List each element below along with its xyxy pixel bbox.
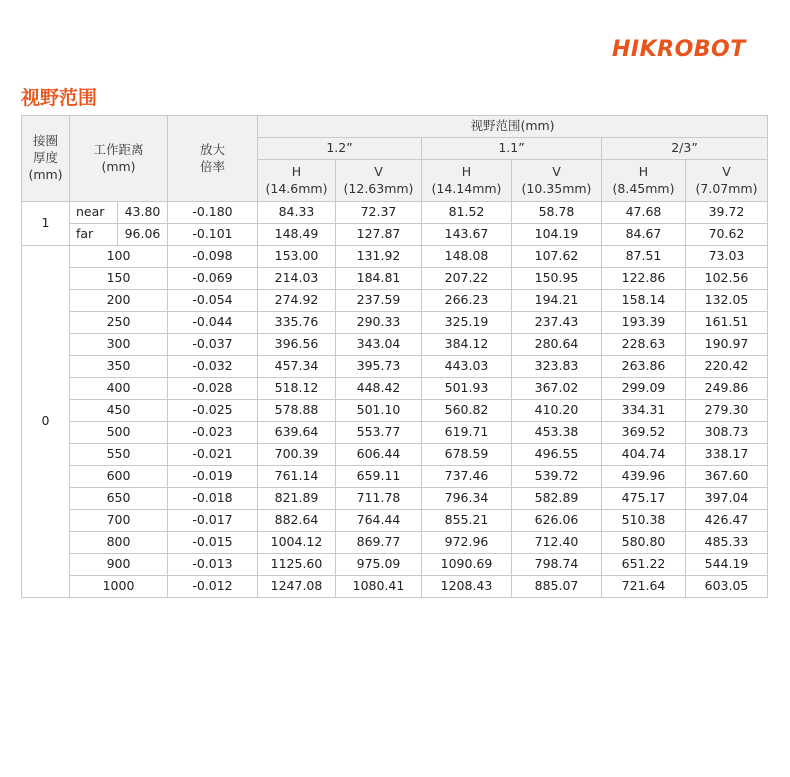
fov-value-cell: 397.04 — [686, 488, 768, 510]
working-distance-cell: 900 — [70, 554, 168, 576]
hv-header: H (14.14mm) — [422, 160, 512, 202]
fov-value-cell: 127.87 — [336, 224, 422, 246]
table-row — [22, 488, 768, 510]
table-row — [22, 576, 768, 598]
fov-value-cell: 263.86 — [602, 356, 686, 378]
fov-value-cell: 290.33 — [336, 312, 422, 334]
fov-value-cell: 72.37 — [336, 202, 422, 224]
fov-value-cell: 132.05 — [686, 290, 768, 312]
fov-value-cell: 578.88 — [258, 400, 336, 422]
fov-value-cell: 104.19 — [512, 224, 602, 246]
fov-value-cell: 39.72 — [686, 202, 768, 224]
section-title: 视野范围 — [21, 87, 98, 109]
fov-value-cell: 81.52 — [422, 202, 512, 224]
magnification-cell: -0.180 — [168, 202, 258, 224]
fov-value-cell: 384.12 — [422, 334, 512, 356]
working-distance-cell: 96.06 — [118, 224, 168, 246]
fov-value-cell: 84.67 — [602, 224, 686, 246]
fov-table — [21, 115, 768, 598]
fov-value-cell: 659.11 — [336, 466, 422, 488]
distance-label-cell: near — [70, 202, 118, 224]
fov-value-cell: 700.39 — [258, 444, 336, 466]
table-row — [22, 290, 768, 312]
magnification-cell: -0.054 — [168, 290, 258, 312]
table-row — [22, 202, 768, 224]
fov-value-cell: 1208.43 — [422, 576, 512, 598]
fov-value-cell: 1080.41 — [336, 576, 422, 598]
fov-value-cell: 796.34 — [422, 488, 512, 510]
fov-value-cell: 153.00 — [258, 246, 336, 268]
fov-value-cell: 84.33 — [258, 202, 336, 224]
fov-value-cell: 274.92 — [258, 290, 336, 312]
spacer-thickness-header: 接圈 厚度 (mm) — [22, 116, 70, 202]
fov-value-cell: 214.03 — [258, 268, 336, 290]
sensor-header: 1.2” — [258, 138, 422, 160]
fov-value-cell: 87.51 — [602, 246, 686, 268]
fov-value-cell: 582.89 — [512, 488, 602, 510]
working-distance-cell: 100 — [70, 246, 168, 268]
table-row — [22, 466, 768, 488]
fov-value-cell: 107.62 — [512, 246, 602, 268]
brand-logo: HIKROBOT — [612, 37, 746, 62]
hv-header: H (14.6mm) — [258, 160, 336, 202]
fov-value-cell: 148.08 — [422, 246, 512, 268]
magnification-cell: -0.044 — [168, 312, 258, 334]
fov-value-cell: 70.62 — [686, 224, 768, 246]
fov-value-cell: 501.93 — [422, 378, 512, 400]
fov-value-cell: 280.64 — [512, 334, 602, 356]
magnification-cell: -0.028 — [168, 378, 258, 400]
fov-value-cell: 712.40 — [512, 532, 602, 554]
fov-value-cell: 194.21 — [512, 290, 602, 312]
fov-value-cell: 367.02 — [512, 378, 602, 400]
fov-value-cell: 553.77 — [336, 422, 422, 444]
fov-value-cell: 193.39 — [602, 312, 686, 334]
table-row — [22, 224, 768, 246]
fov-value-cell: 410.20 — [512, 400, 602, 422]
fov-value-cell: 619.71 — [422, 422, 512, 444]
table-row — [22, 334, 768, 356]
magnification-cell: -0.021 — [168, 444, 258, 466]
fov-value-cell: 1090.69 — [422, 554, 512, 576]
fov-value-cell: 143.67 — [422, 224, 512, 246]
fov-value-cell: 560.82 — [422, 400, 512, 422]
fov-header: 视野范围(mm) — [258, 116, 768, 138]
spacer-cell: 0 — [22, 246, 70, 598]
working-distance-cell: 650 — [70, 488, 168, 510]
fov-value-cell: 510.38 — [602, 510, 686, 532]
fov-value-cell: 639.64 — [258, 422, 336, 444]
fov-value-cell: 131.92 — [336, 246, 422, 268]
fov-value-cell: 184.81 — [336, 268, 422, 290]
fov-value-cell: 426.47 — [686, 510, 768, 532]
fov-value-cell: 102.56 — [686, 268, 768, 290]
fov-value-cell: 325.19 — [422, 312, 512, 334]
table-row — [22, 378, 768, 400]
fov-value-cell: 869.77 — [336, 532, 422, 554]
fov-value-cell: 367.60 — [686, 466, 768, 488]
magnification-cell: -0.012 — [168, 576, 258, 598]
working-distance-cell: 450 — [70, 400, 168, 422]
table-body — [22, 202, 768, 598]
fov-value-cell: 606.44 — [336, 444, 422, 466]
fov-value-cell: 626.06 — [512, 510, 602, 532]
table-row — [22, 532, 768, 554]
fov-value-cell: 882.64 — [258, 510, 336, 532]
fov-value-cell: 457.34 — [258, 356, 336, 378]
fov-value-cell: 369.52 — [602, 422, 686, 444]
fov-value-cell: 1004.12 — [258, 532, 336, 554]
fov-value-cell: 58.78 — [512, 202, 602, 224]
fov-value-cell: 485.33 — [686, 532, 768, 554]
table-row — [22, 312, 768, 334]
working-distance-cell: 400 — [70, 378, 168, 400]
fov-value-cell: 396.56 — [258, 334, 336, 356]
table-row — [22, 422, 768, 444]
working-distance-cell: 150 — [70, 268, 168, 290]
fov-value-cell: 496.55 — [512, 444, 602, 466]
fov-value-cell: 711.78 — [336, 488, 422, 510]
hv-header: V (7.07mm) — [686, 160, 768, 202]
fov-value-cell: 439.96 — [602, 466, 686, 488]
fov-value-cell: 308.73 — [686, 422, 768, 444]
fov-value-cell: 404.74 — [602, 444, 686, 466]
hv-header: V (10.35mm) — [512, 160, 602, 202]
fov-value-cell: 580.80 — [602, 532, 686, 554]
fov-value-cell: 453.38 — [512, 422, 602, 444]
working-distance-cell: 43.80 — [118, 202, 168, 224]
fov-value-cell: 150.95 — [512, 268, 602, 290]
fov-value-cell: 972.96 — [422, 532, 512, 554]
fov-value-cell: 207.22 — [422, 268, 512, 290]
table-row — [22, 554, 768, 576]
table-row — [22, 400, 768, 422]
magnification-cell: -0.037 — [168, 334, 258, 356]
table-row — [22, 510, 768, 532]
fov-value-cell: 158.14 — [602, 290, 686, 312]
fov-value-cell: 335.76 — [258, 312, 336, 334]
magnification-cell: -0.017 — [168, 510, 258, 532]
working-distance-cell: 350 — [70, 356, 168, 378]
fov-value-cell: 323.83 — [512, 356, 602, 378]
fov-value-cell: 651.22 — [602, 554, 686, 576]
fov-value-cell: 237.43 — [512, 312, 602, 334]
hv-header: V (12.63mm) — [336, 160, 422, 202]
working-distance-cell: 250 — [70, 312, 168, 334]
fov-value-cell: 448.42 — [336, 378, 422, 400]
fov-value-cell: 148.49 — [258, 224, 336, 246]
fov-value-cell: 338.17 — [686, 444, 768, 466]
sensor-header: 2/3” — [602, 138, 768, 160]
fov-value-cell: 678.59 — [422, 444, 512, 466]
working-distance-cell: 700 — [70, 510, 168, 532]
magnification-cell: -0.069 — [168, 268, 258, 290]
spacer-cell: 1 — [22, 202, 70, 246]
fov-value-cell: 764.44 — [336, 510, 422, 532]
fov-value-cell: 518.12 — [258, 378, 336, 400]
fov-value-cell: 249.86 — [686, 378, 768, 400]
working-distance-cell: 800 — [70, 532, 168, 554]
fov-value-cell: 539.72 — [512, 466, 602, 488]
hv-header: H (8.45mm) — [602, 160, 686, 202]
fov-value-cell: 855.21 — [422, 510, 512, 532]
magnification-cell: -0.019 — [168, 466, 258, 488]
fov-value-cell: 761.14 — [258, 466, 336, 488]
fov-value-cell: 544.19 — [686, 554, 768, 576]
fov-value-cell: 122.86 — [602, 268, 686, 290]
distance-label-cell: far — [70, 224, 118, 246]
fov-value-cell: 228.63 — [602, 334, 686, 356]
fov-value-cell: 190.97 — [686, 334, 768, 356]
working-distance-cell: 600 — [70, 466, 168, 488]
fov-value-cell: 721.64 — [602, 576, 686, 598]
fov-value-cell: 737.46 — [422, 466, 512, 488]
magnification-cell: -0.025 — [168, 400, 258, 422]
working-distance-cell: 500 — [70, 422, 168, 444]
fov-value-cell: 47.68 — [602, 202, 686, 224]
magnification-cell: -0.018 — [168, 488, 258, 510]
magnification-cell: -0.101 — [168, 224, 258, 246]
fov-value-cell: 237.59 — [336, 290, 422, 312]
magnification-cell: -0.023 — [168, 422, 258, 444]
working-distance-cell: 550 — [70, 444, 168, 466]
fov-value-cell: 501.10 — [336, 400, 422, 422]
fov-value-cell: 475.17 — [602, 488, 686, 510]
fov-value-cell: 1247.08 — [258, 576, 336, 598]
fov-value-cell: 220.42 — [686, 356, 768, 378]
table-row — [22, 356, 768, 378]
working-distance-cell: 1000 — [70, 576, 168, 598]
sensor-header: 1.1” — [422, 138, 602, 160]
fov-value-cell: 443.03 — [422, 356, 512, 378]
working-distance-cell: 300 — [70, 334, 168, 356]
fov-value-cell: 603.05 — [686, 576, 768, 598]
working-distance-cell: 200 — [70, 290, 168, 312]
fov-value-cell: 299.09 — [602, 378, 686, 400]
fov-value-cell: 821.89 — [258, 488, 336, 510]
fov-value-cell: 266.23 — [422, 290, 512, 312]
fov-value-cell: 279.30 — [686, 400, 768, 422]
fov-value-cell: 161.51 — [686, 312, 768, 334]
fov-value-cell: 334.31 — [602, 400, 686, 422]
magnification-cell: -0.015 — [168, 532, 258, 554]
fov-value-cell: 343.04 — [336, 334, 422, 356]
magnification-cell: -0.032 — [168, 356, 258, 378]
fov-value-cell: 73.03 — [686, 246, 768, 268]
working-distance-header: 工作距离 (mm) — [70, 116, 168, 202]
fov-value-cell: 798.74 — [512, 554, 602, 576]
fov-value-cell: 885.07 — [512, 576, 602, 598]
magnification-header: 放大 倍率 — [168, 116, 258, 202]
magnification-cell: -0.013 — [168, 554, 258, 576]
table-row — [22, 268, 768, 290]
table-row — [22, 444, 768, 466]
magnification-cell: -0.098 — [168, 246, 258, 268]
fov-value-cell: 395.73 — [336, 356, 422, 378]
fov-value-cell: 975.09 — [336, 554, 422, 576]
fov-value-cell: 1125.60 — [258, 554, 336, 576]
table-row — [22, 246, 768, 268]
